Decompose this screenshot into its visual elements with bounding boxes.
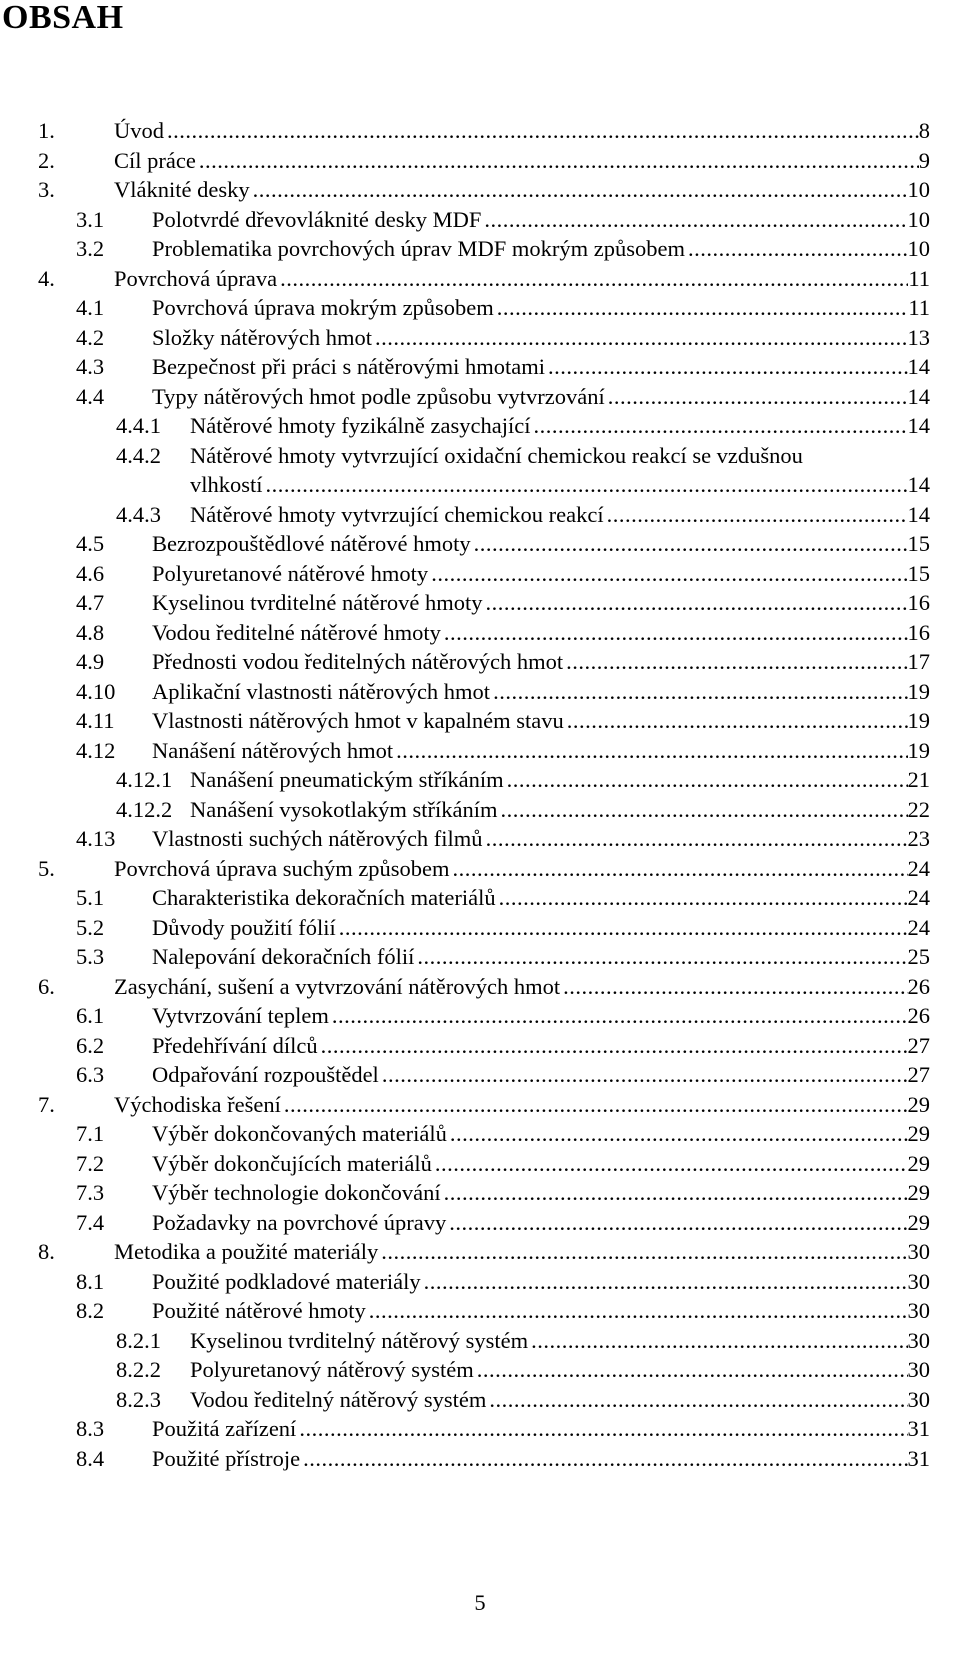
toc-entry-text: Povrchová úprava suchým způsobem xyxy=(114,855,450,881)
toc-entry[interactable] xyxy=(0,146,960,176)
toc-entry-text: Nanášení pneumatickým stříkáním xyxy=(190,767,504,792)
toc-entry[interactable] xyxy=(0,529,960,559)
toc-entry-page: 31 xyxy=(907,1445,930,1471)
toc-entry-title xyxy=(152,1178,930,1208)
toc-entry-number: 4.10 xyxy=(76,678,116,704)
toc-entry-page: 16 xyxy=(907,590,930,615)
toc-entry-text: Povrchová úprava mokrým způsobem xyxy=(152,295,494,320)
toc-dot-leader xyxy=(280,264,908,294)
toc-entry[interactable] xyxy=(0,972,960,1002)
toc-entry-number: 4.13 xyxy=(76,826,116,851)
toc-entry-title xyxy=(190,470,930,500)
toc-entry-number: 8.2.1 xyxy=(116,1327,161,1353)
toc-entry-title xyxy=(152,205,930,235)
toc-entry-page: 29 xyxy=(907,1209,930,1235)
toc-entry[interactable] xyxy=(0,1178,960,1208)
toc-entry-title xyxy=(152,1031,930,1061)
toc-entry-page: 16 xyxy=(907,619,930,645)
toc-entry[interactable] xyxy=(0,205,960,235)
toc-dot-leader xyxy=(507,765,908,795)
toc-entry-title xyxy=(152,883,930,913)
page-number: 5 xyxy=(474,1590,486,1615)
toc-entry[interactable] xyxy=(0,1031,960,1061)
toc-entry[interactable] xyxy=(0,824,960,854)
toc-entry-page: 23 xyxy=(907,826,930,851)
toc-entry-number: 5.1 xyxy=(76,885,105,910)
toc-entry-title xyxy=(152,1267,930,1297)
toc-entry[interactable] xyxy=(0,1267,960,1297)
toc-entry-title xyxy=(114,972,930,1002)
toc-entry-number: 5.2 xyxy=(76,914,105,940)
toc-entry-title xyxy=(114,1090,930,1120)
toc-entry-text: Předehřívání dílců xyxy=(152,1032,318,1058)
toc-entry-title xyxy=(190,411,930,441)
toc-entry-text: Důvody použití fólií xyxy=(152,914,336,940)
toc-entry-number: 4.11 xyxy=(76,708,115,733)
toc-entry-text: Vodou ředitelné nátěrové hmoty xyxy=(152,619,441,645)
toc-dot-leader xyxy=(548,352,907,382)
toc-entry-page: 14 xyxy=(907,413,930,438)
toc-entry-title xyxy=(152,588,930,618)
toc-entry-number: 4. xyxy=(38,265,55,291)
toc-entry[interactable] xyxy=(0,1444,960,1474)
toc-dot-leader xyxy=(450,1119,908,1149)
toc-entry[interactable] xyxy=(0,264,960,294)
toc-entry-text: Odpařování rozpouštědel xyxy=(152,1062,379,1087)
toc-entry-title xyxy=(114,146,930,176)
toc-dot-leader xyxy=(321,1031,908,1061)
toc-entry-text: Charakteristika dekoračních materiálů xyxy=(152,885,496,910)
toc-entry-page: 15 xyxy=(907,560,930,586)
toc-entry-page: 29 xyxy=(907,1091,930,1117)
toc-entry-page: 30 xyxy=(907,1386,930,1412)
toc-dot-leader xyxy=(484,205,907,235)
toc-entry-page: 14 xyxy=(907,354,930,379)
toc-entry-text: Požadavky na povrchové úpravy xyxy=(152,1209,447,1235)
toc-entry-text: Kyselinou tvrditelný nátěrový systém xyxy=(190,1327,529,1353)
toc-entry-number: 4.7 xyxy=(76,590,105,615)
toc-entry-number: 6.1 xyxy=(76,1003,105,1028)
toc-entry-title xyxy=(114,175,930,205)
toc-entry-title xyxy=(152,382,930,412)
toc-entry-number: 5. xyxy=(38,855,55,881)
toc-entry-number: 4.6 xyxy=(76,560,105,586)
toc-entry-title xyxy=(190,795,930,825)
toc-entry-title xyxy=(152,736,930,766)
toc-entry-text: Výběr dokončovaných materiálů xyxy=(152,1121,447,1146)
toc-dot-leader xyxy=(332,1001,908,1031)
toc-dot-leader xyxy=(497,293,909,323)
toc-entry-title xyxy=(152,824,930,854)
toc-entry[interactable] xyxy=(0,795,960,825)
toc-entry-text: Polotvrdé dřevovláknité desky MDF xyxy=(152,206,482,232)
toc-dot-leader xyxy=(167,116,919,146)
toc-dot-leader xyxy=(533,411,907,441)
toc-dot-leader xyxy=(474,529,908,559)
toc-entry-page: 26 xyxy=(907,973,930,999)
toc-entry-title xyxy=(114,264,930,294)
toc-entry-text: Bezrozpouštědlové nátěrové hmoty xyxy=(152,531,471,556)
toc-entry[interactable] xyxy=(0,706,960,736)
toc-entry-number: 8.3 xyxy=(76,1416,105,1441)
toc-entry[interactable] xyxy=(0,1001,960,1031)
toc-entry-number: 8.2.3 xyxy=(116,1386,161,1412)
toc-entry-page: 30 xyxy=(907,1298,930,1323)
toc-entry-number: 7.3 xyxy=(76,1180,105,1205)
toc-entry-text: Vláknité desky xyxy=(114,177,250,202)
toc-entry-number: 6.2 xyxy=(76,1032,105,1058)
toc-entry-page: 31 xyxy=(907,1416,930,1441)
toc-entry[interactable] xyxy=(0,559,960,589)
toc-dot-leader xyxy=(417,942,907,972)
page-title: OBSAH xyxy=(2,0,124,36)
toc-entry[interactable] xyxy=(0,1149,960,1179)
toc-dot-leader xyxy=(531,1326,907,1356)
toc-entry-text: Výběr technologie dokončování xyxy=(152,1180,441,1205)
toc-entry-page: 30 xyxy=(907,1239,930,1264)
toc-entry-page: 26 xyxy=(907,1003,930,1028)
toc-entry-page: 10 xyxy=(907,177,930,202)
toc-entry-number: 4.1 xyxy=(76,295,105,320)
toc-entry-text: vlhkostí xyxy=(190,472,263,497)
toc-entry-text: Aplikační vlastnosti nátěrových hmot xyxy=(152,678,491,704)
toc-entry-title xyxy=(152,234,930,264)
toc-entry-page: 14 xyxy=(907,383,930,409)
toc-entry-text: Složky nátěrových hmot xyxy=(152,324,372,350)
toc-entry[interactable] xyxy=(0,765,960,795)
toc-entry-page: 25 xyxy=(907,944,930,969)
toc-entry[interactable] xyxy=(0,1414,960,1444)
toc-entry-number: 4.4.3 xyxy=(116,501,161,527)
toc-entry-page: 24 xyxy=(907,885,930,910)
toc-entry-page: 22 xyxy=(907,796,930,822)
toc-entry[interactable] xyxy=(0,1208,960,1238)
toc-entry-text: Nanášení vysokotlakým stříkáním xyxy=(190,796,498,822)
toc-entry-number: 4.12 xyxy=(76,737,116,763)
toc-entry-page: 14 xyxy=(907,472,930,497)
toc-entry-title xyxy=(152,1208,930,1238)
toc-entry-text: Použité přístroje xyxy=(152,1445,301,1471)
toc-entry-title xyxy=(152,529,930,559)
toc-entry-title xyxy=(152,1444,930,1474)
toc-entry-page: 9 xyxy=(918,147,930,173)
toc-entry-page: 10 xyxy=(907,236,930,261)
toc-entry-title xyxy=(152,618,930,648)
toc-entry[interactable] xyxy=(0,234,960,264)
toc-entry-text: Výběr dokončujících materiálů xyxy=(152,1150,432,1176)
toc-dot-leader xyxy=(253,175,908,205)
toc-entry[interactable] xyxy=(0,470,960,500)
toc-dot-leader xyxy=(369,1296,908,1326)
toc-dot-leader xyxy=(449,1208,907,1238)
toc-entry-text: Vlastnosti nátěrových hmot v kapalném stavu xyxy=(152,708,564,733)
toc-entry-title xyxy=(152,559,930,589)
toc-dot-leader xyxy=(563,972,907,1002)
toc-entry-text: Zasychání, sušení a vytvrzování nátěrových hmot xyxy=(114,973,561,999)
toc-entry[interactable] xyxy=(0,883,960,913)
toc-dot-leader xyxy=(499,883,908,913)
toc-dot-leader xyxy=(453,854,908,884)
toc-entry-text: Bezpečnost při práci s nátěrovými hmotami xyxy=(152,354,546,379)
toc-entry-number: 7.2 xyxy=(76,1150,105,1176)
toc-entry-title xyxy=(190,441,930,471)
toc-entry-number: 7.1 xyxy=(76,1121,105,1146)
toc-entry-page: 27 xyxy=(907,1062,930,1087)
toc-dot-leader xyxy=(500,795,907,825)
toc-entry[interactable] xyxy=(0,116,960,146)
toc-entry-page: 30 xyxy=(907,1268,930,1294)
toc-entry-title xyxy=(152,1119,930,1149)
toc-entry-text: Nátěrové hmoty vytvrzující oxidační chemickou reakcí se vzdušnou xyxy=(190,442,803,468)
toc-entry-text: Metodika a použité materiály xyxy=(114,1239,379,1264)
toc-entry-page: 29 xyxy=(907,1150,930,1176)
toc-entry[interactable] xyxy=(0,736,960,766)
toc-entry-title xyxy=(152,352,930,382)
toc-entry-number: 4.4 xyxy=(76,383,105,409)
toc-dot-leader xyxy=(608,382,908,412)
toc-entry-page: 13 xyxy=(907,324,930,350)
toc-entry[interactable] xyxy=(0,1119,960,1149)
toc-entry-title xyxy=(190,1355,930,1385)
toc-entry-title xyxy=(114,116,930,146)
toc-dot-leader xyxy=(381,1237,907,1267)
toc-entry-page: 29 xyxy=(907,1121,930,1146)
toc-entry-title xyxy=(152,293,930,323)
toc-dot-leader xyxy=(375,323,908,353)
toc-entry-title xyxy=(152,323,930,353)
toc-entry-number: 4.12.2 xyxy=(116,796,173,822)
toc-entry-number: 4.4.1 xyxy=(116,413,161,438)
toc-dot-leader xyxy=(444,618,908,648)
toc-dot-leader xyxy=(567,706,908,736)
toc-entry[interactable] xyxy=(0,1385,960,1415)
toc-entry-number: 8.2.2 xyxy=(116,1357,161,1382)
toc-entry-number: 4.9 xyxy=(76,649,105,674)
toc-dot-leader xyxy=(303,1444,907,1474)
toc-dot-leader xyxy=(396,736,907,766)
toc-entry-page: 19 xyxy=(907,737,930,763)
toc-entry[interactable] xyxy=(0,618,960,648)
toc-entry-page: 29 xyxy=(907,1180,930,1205)
toc-dot-leader xyxy=(199,146,919,176)
toc-dot-leader xyxy=(299,1414,907,1444)
toc-dot-leader xyxy=(431,559,907,589)
toc-entry-number: 3.1 xyxy=(76,206,105,232)
toc-dot-leader xyxy=(284,1090,908,1120)
toc-entry-text: Vodou ředitelný nátěrový systém xyxy=(190,1386,487,1412)
toc-entry-title xyxy=(152,1001,930,1031)
toc-entry-title xyxy=(114,854,930,884)
toc-entry-text: Východiska řešení xyxy=(114,1091,281,1117)
toc-entry[interactable] xyxy=(0,1060,960,1090)
toc-entry-title xyxy=(114,1237,930,1267)
toc-dot-leader xyxy=(489,1385,907,1415)
toc-entry-title xyxy=(190,1385,930,1415)
toc-entry[interactable] xyxy=(0,441,960,471)
toc-dot-leader xyxy=(493,677,907,707)
toc-entry[interactable] xyxy=(0,293,960,323)
toc-entry-title xyxy=(152,1149,930,1179)
toc-entry-number: 2. xyxy=(38,147,55,173)
toc-entry-page: 21 xyxy=(907,767,930,792)
toc-entry-text: Vytvrzování teplem xyxy=(152,1003,329,1028)
toc-entry-title xyxy=(190,765,930,795)
toc-entry-page: 24 xyxy=(907,855,930,881)
toc-dot-leader xyxy=(339,913,908,943)
toc-entry-number: 3. xyxy=(38,177,55,202)
toc-entry-text: Povrchová úprava xyxy=(114,265,278,291)
toc-dot-leader xyxy=(688,234,907,264)
toc-entry-page: 11 xyxy=(908,265,930,291)
toc-entry-page: 30 xyxy=(907,1357,930,1382)
toc-entry-title xyxy=(152,647,930,677)
toc-entry-number: 7.4 xyxy=(76,1209,105,1235)
toc-entry-text: Nátěrové hmoty vytvrzující chemickou reakcí xyxy=(190,501,604,527)
toc-entry-page: 8 xyxy=(918,118,930,143)
toc-dot-leader xyxy=(424,1267,908,1297)
toc-entry[interactable] xyxy=(0,942,960,972)
toc-entry-number: 6. xyxy=(38,973,55,999)
toc-entry-number: 8.1 xyxy=(76,1268,105,1294)
toc-entry-page: 19 xyxy=(907,708,930,733)
toc-entry-number: 3.2 xyxy=(76,236,105,261)
toc-entry-text: Nátěrové hmoty fyzikálně zasychající xyxy=(190,413,531,438)
toc-entry-number: 4.4.2 xyxy=(116,442,161,468)
toc-entry-page: 11 xyxy=(908,295,930,320)
toc-entry-page: 10 xyxy=(907,206,930,232)
toc-entry-title xyxy=(152,1296,930,1326)
toc-entry-number: 7. xyxy=(38,1091,55,1117)
toc-entry-page: 15 xyxy=(907,531,930,556)
toc-entry-title xyxy=(152,1414,930,1444)
toc-entry[interactable] xyxy=(0,588,960,618)
toc-entry-number: 5.3 xyxy=(76,944,105,969)
toc-entry[interactable] xyxy=(0,913,960,943)
toc-entry[interactable] xyxy=(0,677,960,707)
toc-entry[interactable] xyxy=(0,1355,960,1385)
toc-entry-text: Nalepování dekoračních fólií xyxy=(152,944,415,969)
toc-entry-page: 17 xyxy=(907,649,930,674)
toc-entry-text: Úvod xyxy=(114,118,164,143)
toc-dot-leader xyxy=(477,1355,908,1385)
toc-entry[interactable] xyxy=(0,382,960,412)
toc-entry-text: Cíl práce xyxy=(114,147,196,173)
toc-dot-leader xyxy=(486,824,908,854)
toc-entry-number: 4.3 xyxy=(76,354,105,379)
toc-entry-number: 4.8 xyxy=(76,619,105,645)
toc-entry-text: Polyuretanový nátěrový systém xyxy=(190,1357,474,1382)
toc-entry-text: Kyselinou tvrditelné nátěrové hmoty xyxy=(152,590,483,615)
toc-entry[interactable] xyxy=(0,1237,960,1267)
toc-dot-leader xyxy=(444,1178,908,1208)
toc-entry-title xyxy=(152,677,930,707)
toc-entry-text: Nanášení nátěrových hmot xyxy=(152,737,394,763)
toc-entry-text: Použité nátěrové hmoty xyxy=(152,1298,366,1323)
toc-entry-number: 8.2 xyxy=(76,1298,105,1323)
toc-dot-leader xyxy=(382,1060,908,1090)
toc-entry-title xyxy=(190,1326,930,1356)
toc-entry-number: 4.2 xyxy=(76,324,105,350)
toc-entry-page: 19 xyxy=(907,678,930,704)
toc-entry[interactable] xyxy=(0,352,960,382)
toc-entry-title xyxy=(152,706,930,736)
toc-entry-title xyxy=(152,913,930,943)
toc-entry-title xyxy=(152,942,930,972)
toc-entry-title xyxy=(152,1060,930,1090)
toc-entry[interactable] xyxy=(0,854,960,884)
toc-entry-text: Použité podkladové materiály xyxy=(152,1268,421,1294)
toc-entry-text: Problematika povrchových úprav MDF mokrým způsobem xyxy=(152,236,686,261)
toc-entry-text: Vlastnosti suchých nátěrových filmů xyxy=(152,826,483,851)
toc-entry[interactable] xyxy=(0,411,960,441)
toc-entry[interactable] xyxy=(0,1296,960,1326)
toc-entry[interactable] xyxy=(0,1090,960,1120)
toc-entry[interactable] xyxy=(0,323,960,353)
toc-entry-page: 14 xyxy=(907,501,930,527)
toc-entry-page: 27 xyxy=(907,1032,930,1058)
toc-dot-leader xyxy=(266,470,908,500)
toc-entry-number: 6.3 xyxy=(76,1062,105,1087)
toc-entry[interactable] xyxy=(0,175,960,205)
toc-entry-number: 8. xyxy=(38,1239,55,1264)
toc-entry[interactable] xyxy=(0,500,960,530)
toc-entry[interactable] xyxy=(0,1326,960,1356)
toc-entry-text: Typy nátěrových hmot podle způsobu vytvrzování xyxy=(152,383,605,409)
toc-dot-leader xyxy=(566,647,907,677)
toc-entry-text: Přednosti vodou ředitelných nátěrových hmot xyxy=(152,649,564,674)
toc-entry-text: Polyuretanové nátěrové hmoty xyxy=(152,560,429,586)
toc-entry-page: 30 xyxy=(907,1327,930,1353)
toc-entry-number: 1. xyxy=(38,118,55,143)
toc-entry-page: 24 xyxy=(907,914,930,940)
toc-entry-number: 4.5 xyxy=(76,531,105,556)
toc-entry-title xyxy=(190,500,930,530)
toc-entry-number: 8.4 xyxy=(76,1445,105,1471)
toc-dot-leader xyxy=(435,1149,908,1179)
toc-entry[interactable] xyxy=(0,647,960,677)
toc-dot-leader xyxy=(486,588,908,618)
toc-dot-leader xyxy=(607,500,908,530)
toc-entry-number: 4.12.1 xyxy=(116,767,173,792)
toc-entry-text: Použitá zařízení xyxy=(152,1416,297,1441)
